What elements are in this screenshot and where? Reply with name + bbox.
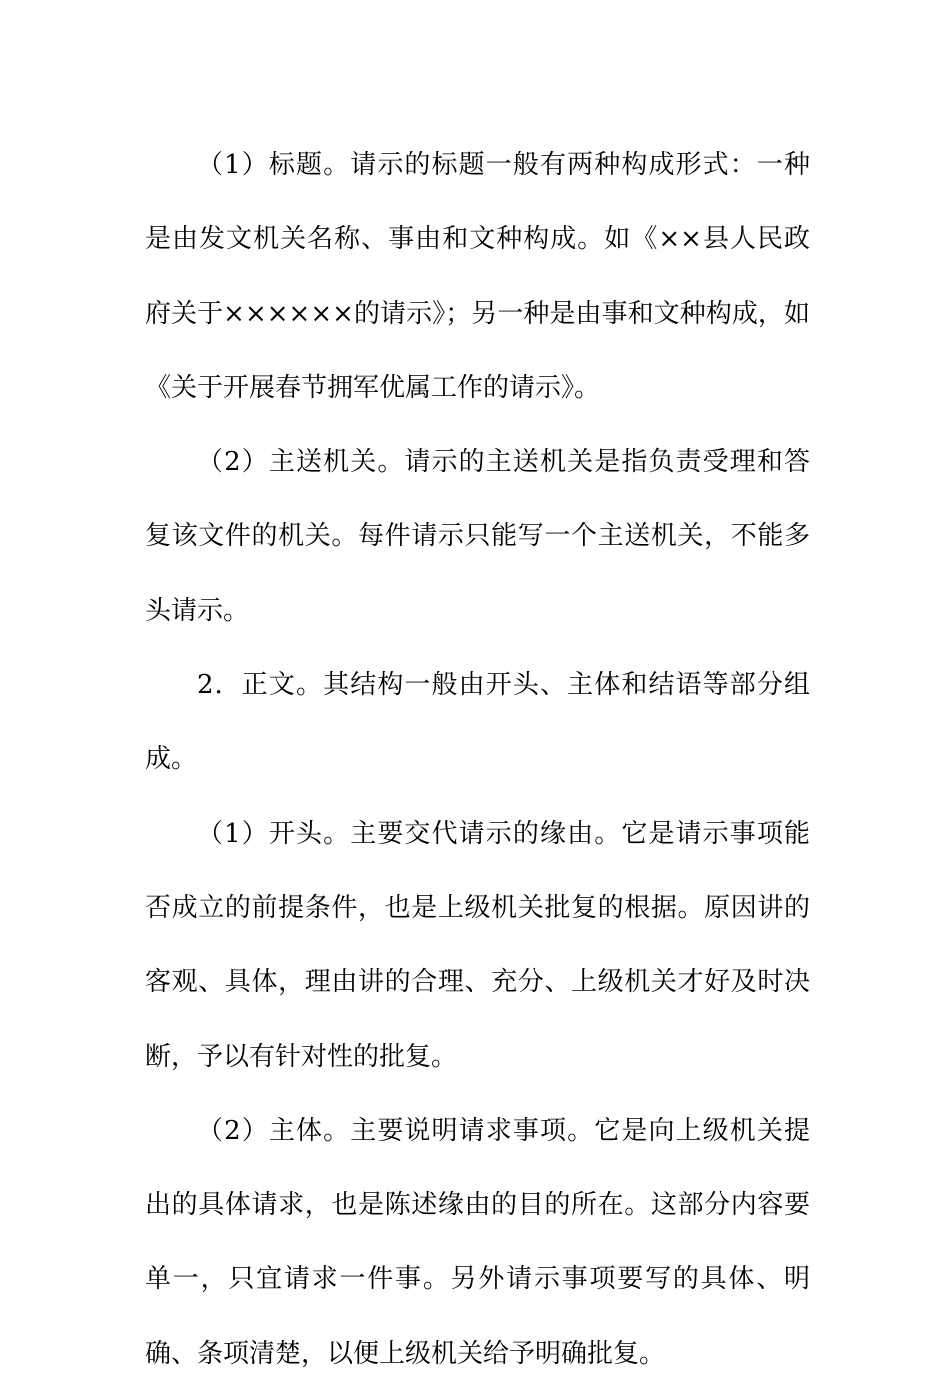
paragraph-title-section: （1）标题。请示的标题一般有两种构成形式：一种是由发文机关名称、事由和文种构成。如《××县人民政府关于××××××的请示》；另一种是由事和文种构成，如《关于开展春节拥军优属工作的请示》。 <box>145 150 810 403</box>
document-body <box>145 128 810 1391</box>
paragraph-opening-section: （1）开头。主要交代请示的缘由。它是请示事项能否成立的前提条件，也是上级机关批复的根据。原因讲的客观、具体，理由讲的合理、充分、上级机关才好及时决断，予以有针对性的批复。 <box>145 818 810 1072</box>
paragraph-recipient-section: （2）主送机关。请示的主送机关是指负责受理和答复该文件的机关。每件请示只能写一个主送机关，不能多头请示。 <box>145 447 810 626</box>
paragraph-main-section: （2）主体。主要说明请求事项。它是向上级机关提出的具体请求，也是陈述缘由的目的所在。这部分内容要单一，只宜请求一件事。另外请示事项要写的具体、明确、条项清楚，以便上级机关给予明确批复。 <box>145 1115 810 1369</box>
paragraph-body-heading: 2．正文。其结构一般由开头、主体和结语等部分组成。 <box>145 670 810 775</box>
